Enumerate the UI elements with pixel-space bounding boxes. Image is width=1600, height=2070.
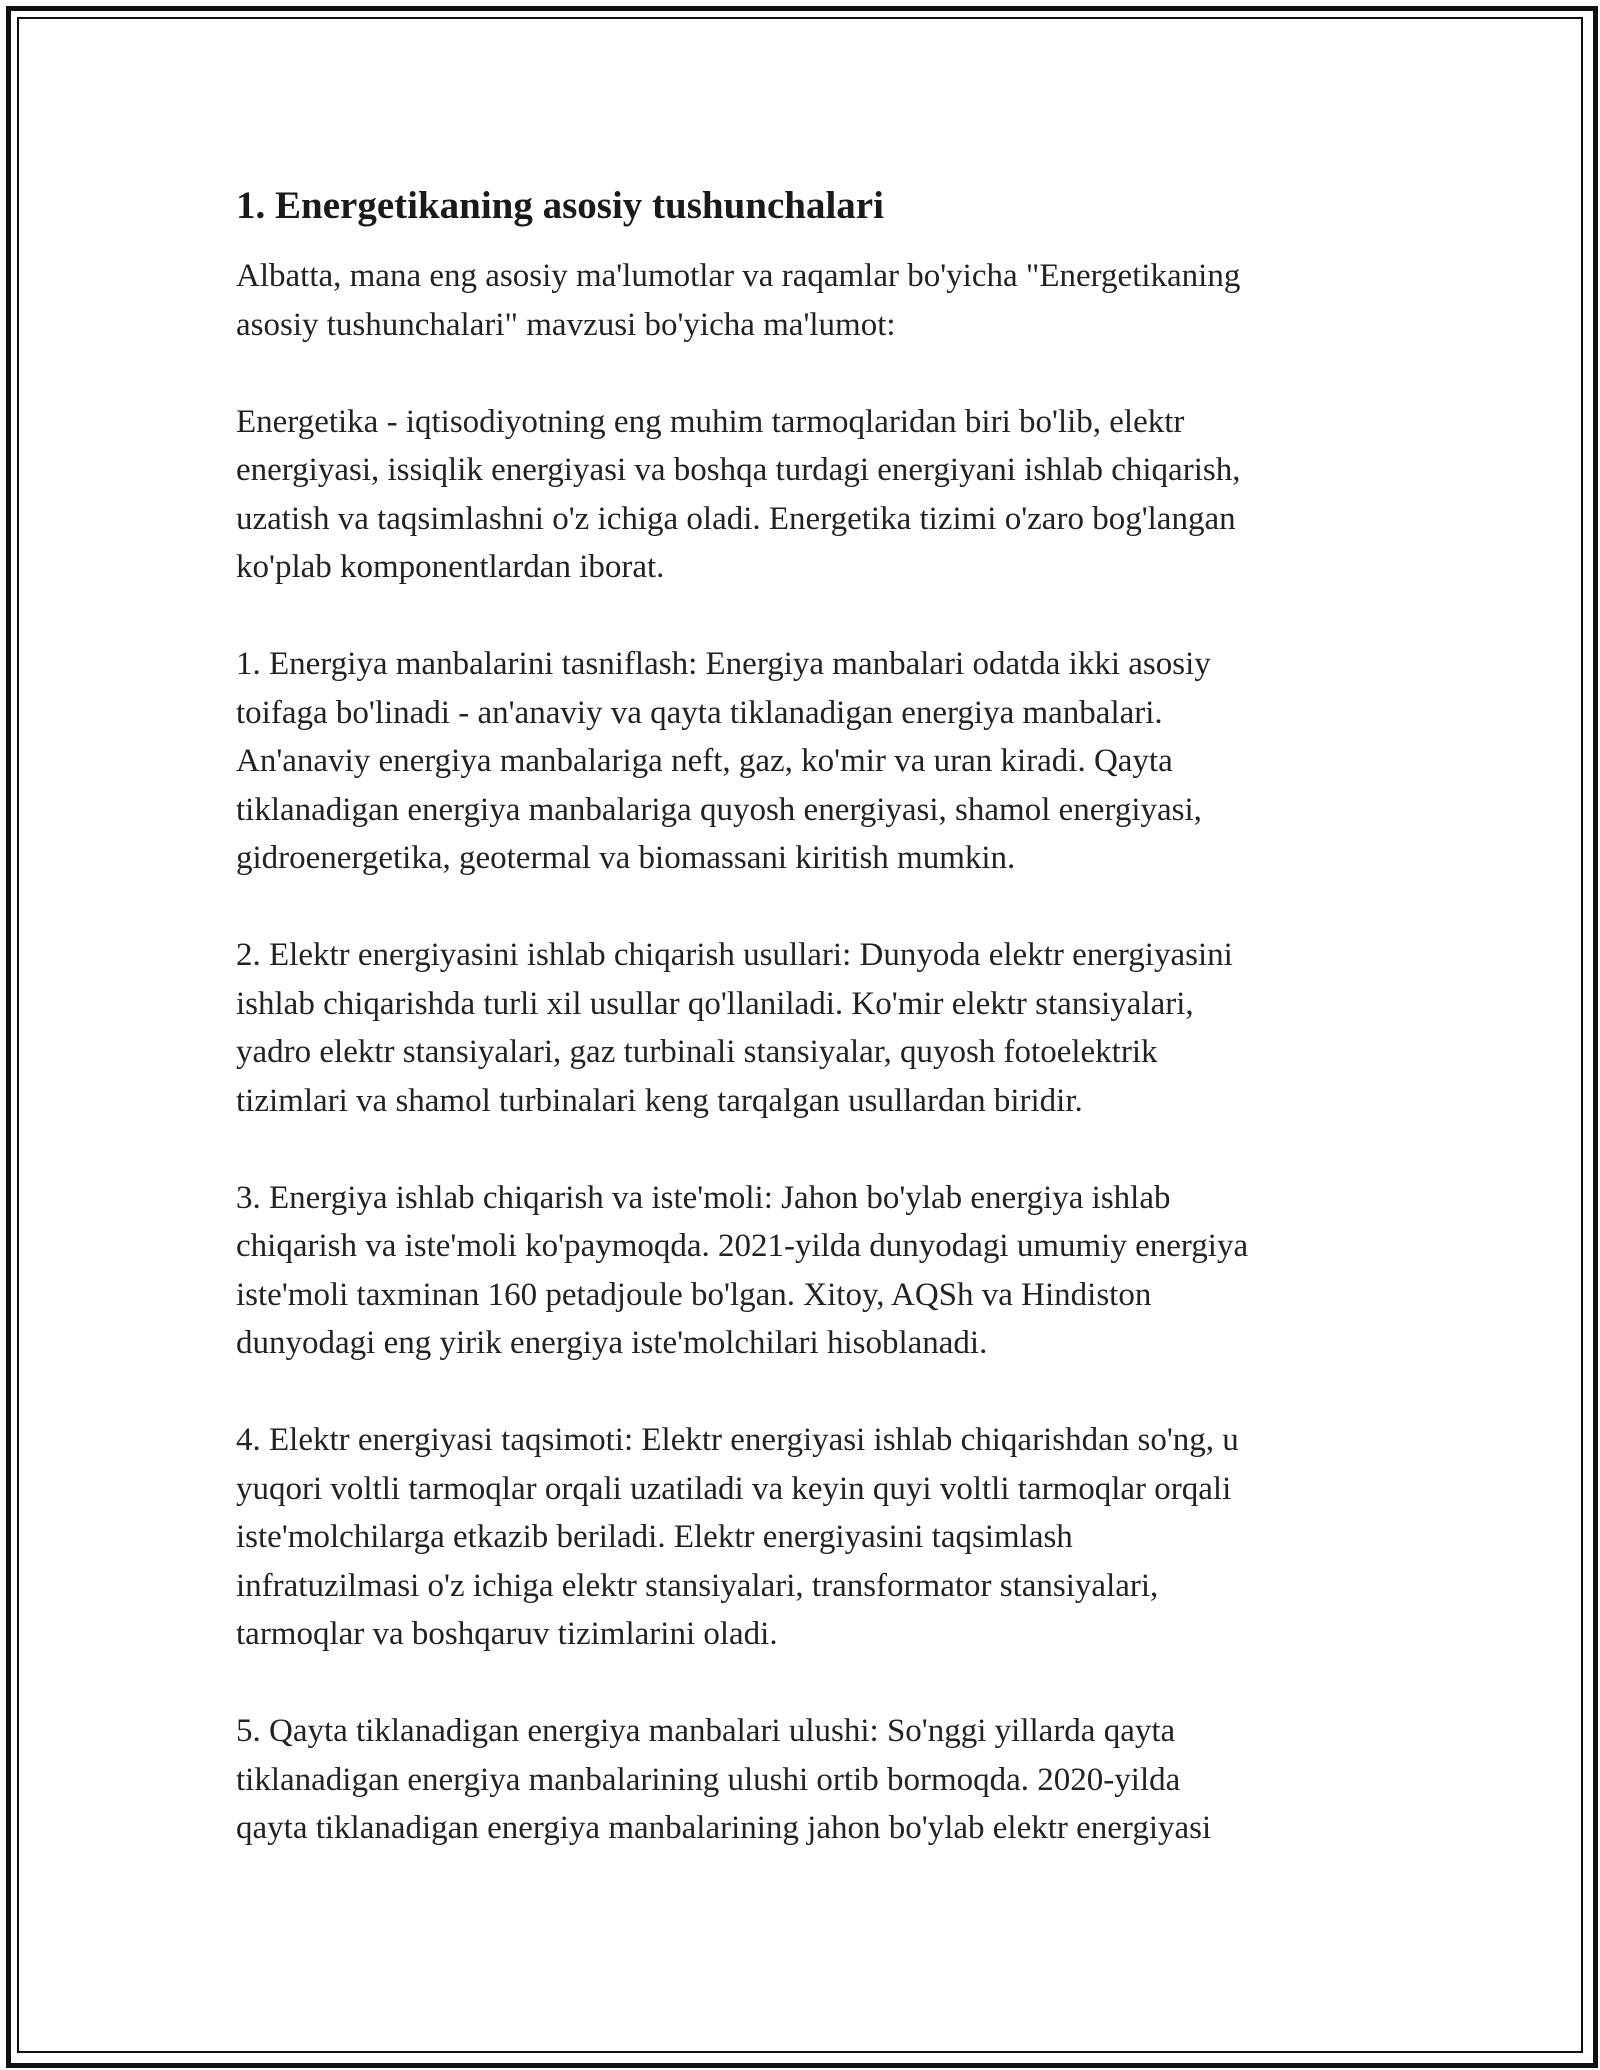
list-item-renewable-share: 5. Qayta tiklanadigan energiya manbalari ulushi: So'nggi yillarda qayta tiklanadigan energiya manbalarining ulushi ortib bormoqda. 2020-yilda qayta tiklanadigan energiya manbalarining jahon bo'ylab elektr energiyasi (236, 1713, 1212, 1846)
definition-paragraph: Energetika - iqtisodiyotning eng muhim tarmoqlaridan biri bo'lib, elektr energiyasi, issiqlik energiyasi va boshqa turdagi energiyani ishlab chiqarish, uzatish va taqsimlashni o'z ichiga oladi. Energetika tizimi o'zaro bog'langan ko'plab komponentlardan iborat. (236, 403, 1241, 585)
list-item-generation-methods: 2. Elektr energiyasini ishlab chiqarish usullari: Dunyoda elektr energiyasini ishlab chiqarishda turli xil usullar qo'llaniladi. Ko'mir elektr stansiyalari, yadro elektr stansiyalari, gaz turbinali stansiyalar, quyosh fotoelektrik tizimlari va shamol turbinalari keng tarqalgan usullardan biridir. (236, 937, 1233, 1119)
list-item-production-consumption: 3. Energiya ishlab chiqarish va iste'moli: Jahon bo'ylab energiya ishlab chiqarish va iste'moli ko'paymoqda. 2021-yilda dunyodagi umumiy energiya iste'moli taxminan 160 petadjoule bo'lgan. Xitoy, AQSh va Hindiston dunyodagi eng yirik energiya iste'molchilari hisoblanadi. (236, 1179, 1249, 1361)
list-item-energy-sources: 1. Energiya manbalarini tasniflash: Energiya manbalari odatda ikki asosiy toifaga bo'linadi - an'anaviy va qayta tiklanadigan energiya manbalari. An'anaviy energiya manbalariga neft, gaz, ko'mir va uran kiradi. Qayta tiklanadigan energiya manbalariga quyosh energiyasi, shamol energiyasi, gidroenergetika, geotermal va biomassani kiritish mumkin. (236, 646, 1211, 876)
list-item-distribution: 4. Elektr energiyasi taqsimoti: Elektr energiyasi ishlab chiqarishdan so'ng, u yuqori voltli tarmoqlar orqali uzatiladi va keyin quyi voltli tarmoqlar orqali iste'molchilarga etkazib beriladi. Elektr energiyasini taqsimlash infratuzilmasi o'z ichiga elektr stansiyalari, transformator stansiyalari, tarmoqlar va boshqaruv tizimlarini oladi. (236, 1422, 1239, 1652)
section-title: 1. Energetikaning asosiy tushunchalari (236, 184, 884, 227)
document-body (236, 180, 1386, 1901)
intro-paragraph: Albatta, mana eng asosiy ma'lumotlar va raqamlar bo'yicha "Energetikaning asosiy tushunchalari" mavzusi bo'yicha ma'lumot: (236, 258, 1241, 343)
